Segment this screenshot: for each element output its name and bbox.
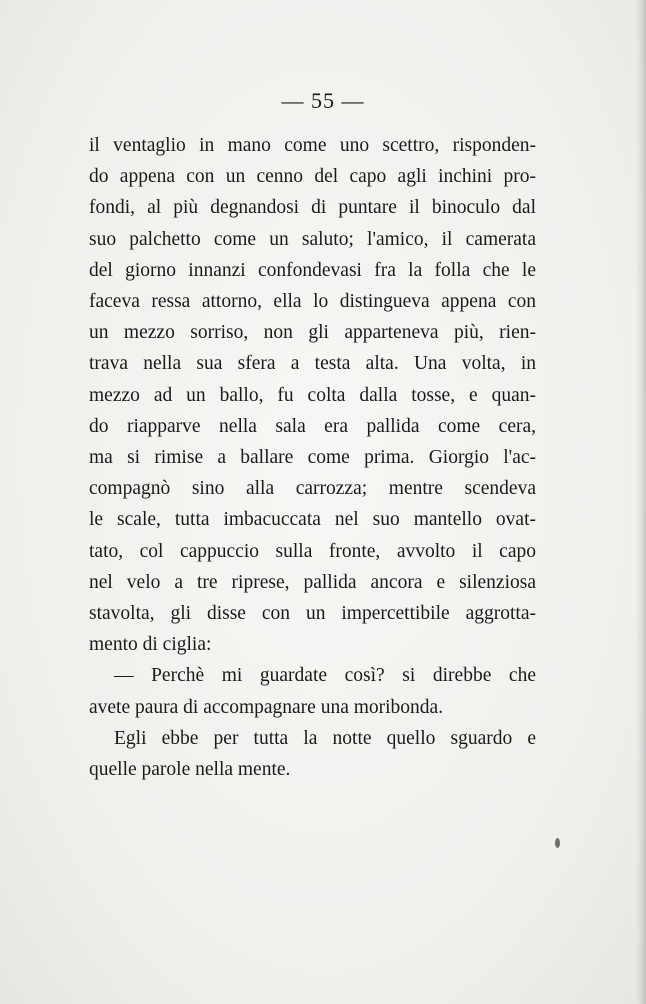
text-line: le scale, tutta imbacuccata nel suo mantello ovat- xyxy=(89,509,536,531)
text-line: suo palchetto come un saluto; l'amico, il camerata xyxy=(89,228,536,250)
text-line: faceva ressa attorno, ella lo distingueva appena con xyxy=(89,291,536,313)
text-line: avete paura di accompagnare una moribonda. xyxy=(89,696,444,718)
text-line: nel velo a tre riprese, pallida ancora e silenziosa xyxy=(89,571,536,593)
text-line: do riapparve nella sala era pallida come cera, xyxy=(89,415,536,437)
ink-speck xyxy=(555,838,560,848)
text-line: fondi, al più degnandosi di puntare il binoculo dal xyxy=(89,197,536,219)
text-line: mezzo ad un ballo, fu colta dalla tosse, e quan- xyxy=(89,384,536,406)
text-line: un mezzo sorriso, non gli apparteneva più, rien- xyxy=(89,322,536,344)
text-line: do appena con un cenno del capo agli inchini pro- xyxy=(89,166,536,188)
text-line: quelle parole nella mente. xyxy=(89,759,291,781)
text-line: tato, col cappuccio sulla fronte, avvolto il capo xyxy=(89,540,536,562)
text-line: il ventaglio in mano come uno scettro, risponden- xyxy=(89,135,536,156)
text-line: del giorno innanzi confondevasi fra la folla che le xyxy=(89,259,536,281)
text-line: ma si rimise a ballare come prima. Giorgio l'ac- xyxy=(89,447,536,469)
text-line: — Perchè mi guardate così? si direbbe che xyxy=(114,665,536,687)
body-text xyxy=(89,130,536,785)
text-line: Egli ebbe per tutta la notte quello sguardo e xyxy=(114,727,536,749)
page-edge-shadow xyxy=(636,0,646,1004)
text-line: mento di ciglia: xyxy=(89,634,212,656)
text-line: trava nella sua sfera a testa alta. Una volta, in xyxy=(89,353,536,375)
text-line: compagnò sino alla carrozza; mentre scendeva xyxy=(89,478,536,500)
page-number: — 55 — xyxy=(281,88,365,113)
text-line: stavolta, gli disse con un impercettibile aggrotta- xyxy=(89,603,536,625)
